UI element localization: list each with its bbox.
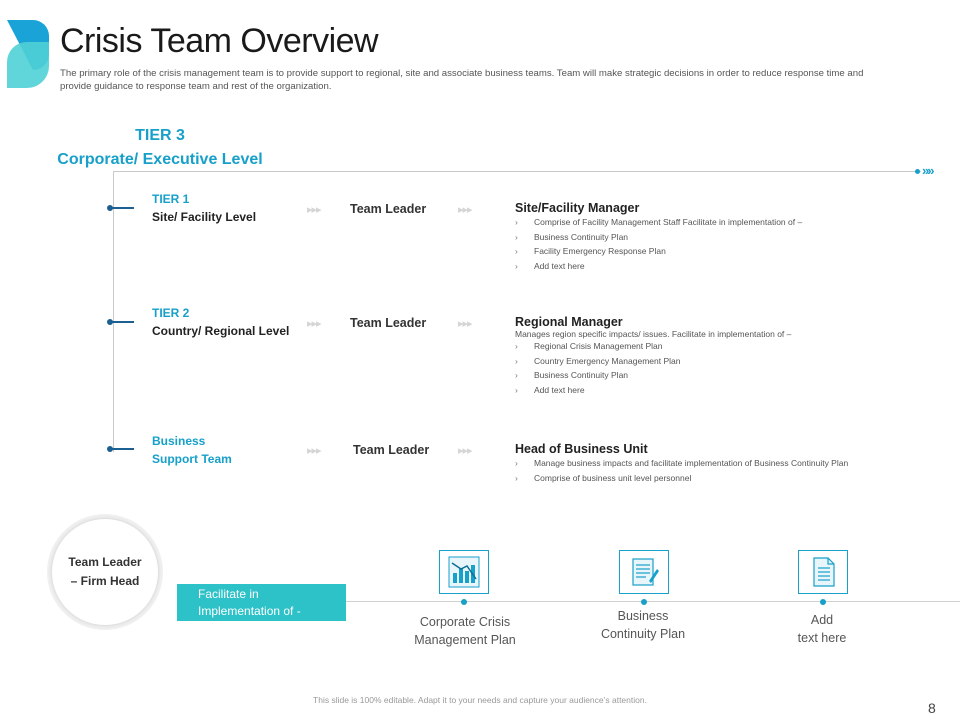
tier-business-head: Business bbox=[152, 434, 206, 448]
circle-line2: – Firm Head bbox=[70, 574, 140, 588]
tier2-team-leader: Team Leader bbox=[350, 316, 427, 330]
tier-business-bullets bbox=[515, 456, 848, 485]
chevron-right-icon: ▸▸▸ bbox=[458, 445, 472, 457]
tier1-connector bbox=[112, 207, 134, 209]
tier1-sub: Site/ Facility Level bbox=[152, 210, 257, 224]
list-item: › Add text here bbox=[515, 384, 585, 395]
add-text-label: Add text here bbox=[797, 613, 847, 645]
timeline-dot bbox=[461, 599, 467, 605]
list-item: › Facility Emergency Response Plan bbox=[515, 246, 666, 256]
circle-line1: Team Leader bbox=[68, 555, 142, 569]
timeline-dot bbox=[641, 599, 647, 605]
team-leader-circle bbox=[52, 519, 158, 625]
tier2-role-block bbox=[515, 315, 791, 397]
list-item: › Business Continuity Plan bbox=[515, 370, 629, 380]
corporate-crisis-plan-label: Corporate Crisis Management Plan bbox=[414, 615, 516, 647]
hierarchy-top-line bbox=[113, 171, 921, 172]
chevron-right-icon: ▸▸▸ bbox=[458, 318, 472, 330]
business-continuity-plan-label: Business Continuity Plan bbox=[600, 609, 686, 641]
notepad-icon bbox=[627, 555, 661, 589]
tier2-head: TIER 2 bbox=[152, 306, 190, 320]
document-icon-box bbox=[798, 550, 848, 594]
timeline-dot bbox=[820, 599, 826, 605]
chevron-right-icon: ▸▸▸ bbox=[458, 204, 472, 216]
facilitate-line1: Facilitate in bbox=[198, 587, 259, 601]
tier-business-team-leader: Team Leader bbox=[353, 443, 430, 457]
chevron-right-icon: ▸▸▸ bbox=[307, 318, 321, 330]
list-item: › Manage business impacts and facilitate implementation of Business Continuity Plan bbox=[515, 458, 849, 468]
tier1-role-title: Site/Facility Manager bbox=[515, 201, 640, 215]
notepad-icon-box bbox=[619, 550, 669, 594]
chevron-right-icon: ▸▸▸ bbox=[307, 445, 321, 457]
hierarchy-vertical-line bbox=[113, 171, 114, 452]
logo-icon bbox=[5, 18, 51, 88]
tier-business-role-block bbox=[515, 442, 848, 485]
tier-business-role-title: Head of Business Unit bbox=[515, 442, 648, 456]
tier-business-sub: Support Team bbox=[152, 452, 232, 466]
tier2-connector bbox=[112, 321, 134, 323]
tier2-role-desc: Manages region specific impacts/ issues. Facilitate in implementation of – bbox=[515, 329, 792, 339]
tier2-role-title: Regional Manager bbox=[515, 315, 623, 329]
page-number: 8 bbox=[928, 700, 936, 716]
tier2-sub: Country/ Regional Level bbox=[152, 324, 290, 338]
list-item: › Add text here bbox=[515, 260, 585, 271]
chart-icon-box bbox=[439, 550, 489, 594]
tier2-label bbox=[152, 304, 289, 340]
page-subtitle: The primary role of the crisis management team is to provide support to regional, site and associate business teams. Team will make strategic decisions in order to reduce response time and provide guidance to response team and rest of the organization. bbox=[60, 68, 864, 92]
list-item: › Country Emergency Management Plan bbox=[515, 355, 681, 366]
tier1-team-leader: Team Leader bbox=[350, 202, 427, 216]
tier1-label bbox=[152, 190, 256, 226]
tier3-label: TIER 3 bbox=[135, 127, 185, 144]
facilitate-line2: Implementation of - bbox=[198, 604, 301, 618]
tier3-level: Corporate/ Executive Level bbox=[57, 151, 263, 168]
tier1-head: TIER 1 bbox=[152, 192, 190, 206]
chart-icon bbox=[447, 555, 481, 589]
page-title: Crisis Team Overview bbox=[60, 22, 379, 60]
bottom-timeline-line bbox=[346, 601, 960, 602]
list-item: › Business Continuity Plan bbox=[515, 231, 629, 242]
chevron-right-icon: ▸▸▸ bbox=[307, 204, 321, 216]
tier2-bullets bbox=[515, 339, 791, 397]
list-item: › Comprise of business unit level personnel bbox=[515, 472, 692, 483]
line-end-dot bbox=[915, 169, 920, 174]
tier-business-connector bbox=[112, 448, 134, 450]
document-icon bbox=[806, 555, 840, 589]
tier1-role-block bbox=[515, 201, 802, 273]
tier3-heading bbox=[40, 124, 280, 172]
list-item: › Regional Crisis Management Plan bbox=[515, 341, 663, 351]
tier1-bullets bbox=[515, 215, 802, 273]
footer-note: This slide is 100% editable. Adapt it to your needs and capture your audience’s attention. bbox=[313, 695, 647, 705]
tier-business-label bbox=[152, 432, 232, 468]
list-item: › Comprise of Facility Management Staff Facilitate in implementation of – bbox=[515, 217, 803, 227]
facilitate-banner bbox=[177, 584, 346, 621]
double-arrow-icon: »» bbox=[922, 163, 933, 178]
